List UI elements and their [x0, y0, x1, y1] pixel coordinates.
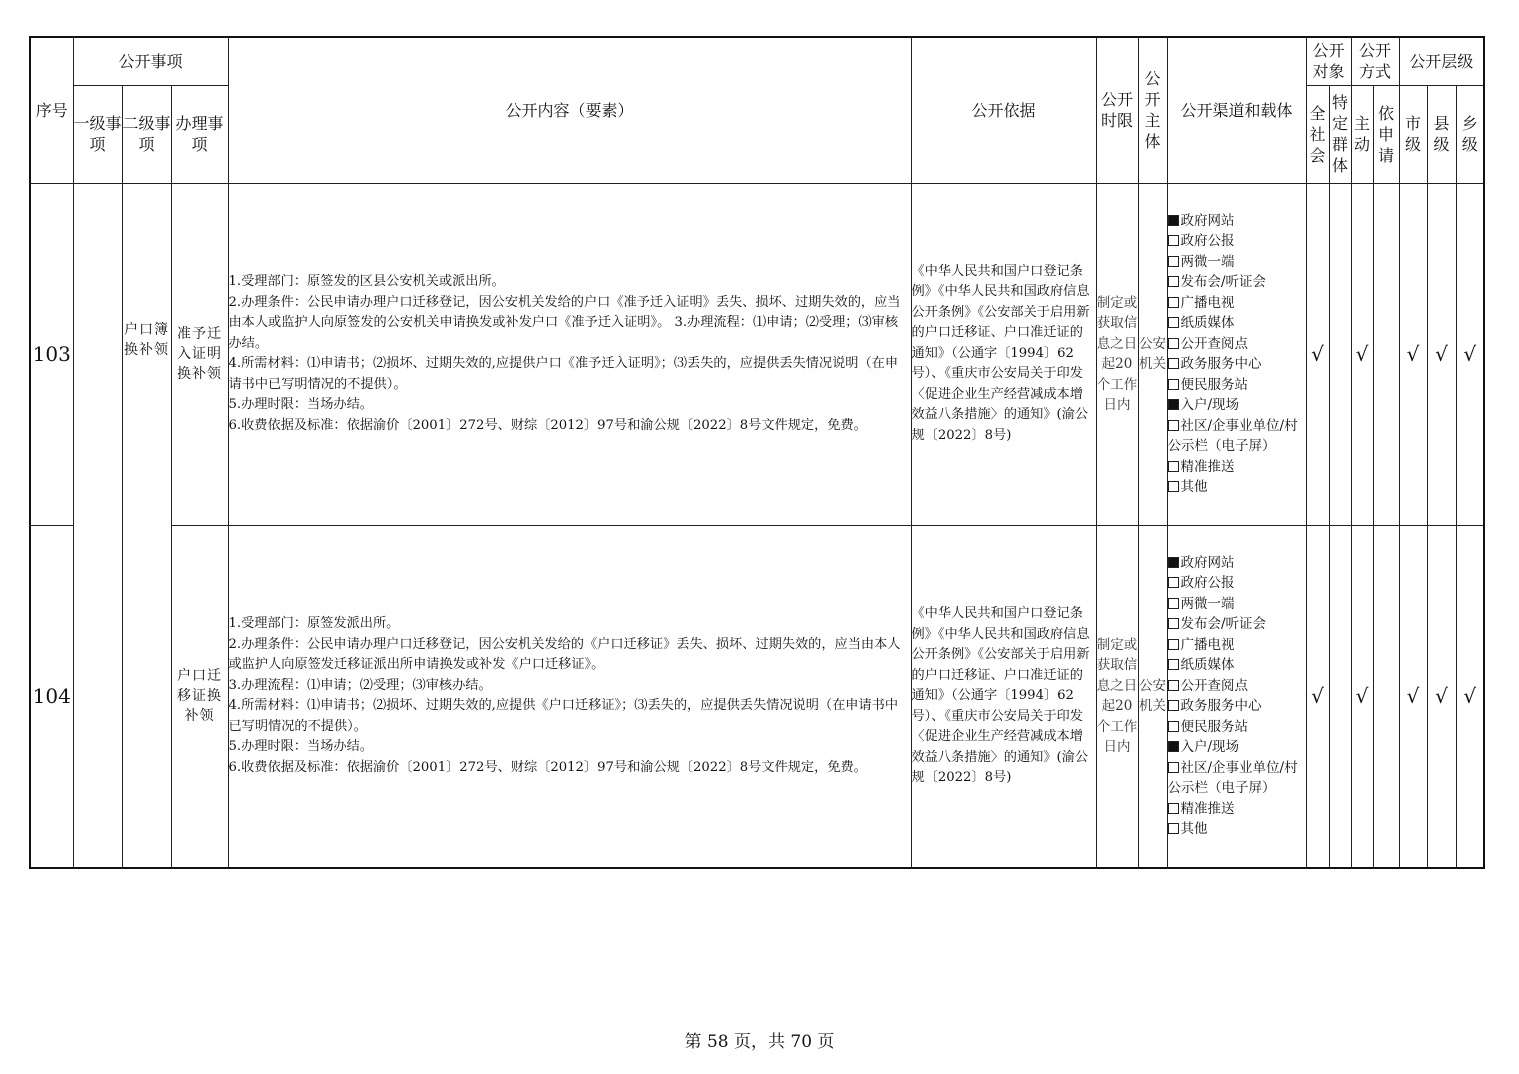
channel-item	[1168, 272, 1306, 293]
unchecked-box-icon	[1168, 317, 1179, 328]
unchecked-box-icon	[1168, 481, 1179, 492]
row-handle: 准予迁入证明换补领	[171, 183, 228, 525]
header-level-city: 市级	[1399, 85, 1427, 183]
channel-item	[1168, 416, 1306, 457]
unchecked-box-icon	[1168, 762, 1179, 773]
channel-label: 政府公报	[1180, 233, 1235, 249]
channel-item	[1168, 655, 1306, 676]
header-subject: 公开主体	[1138, 37, 1167, 183]
channel-label: 广播电视	[1180, 636, 1235, 653]
table-row	[30, 525, 1484, 868]
channel-label: 政府公报	[1180, 575, 1235, 592]
channel-item	[1168, 758, 1306, 799]
unchecked-box-icon	[1168, 256, 1179, 267]
mark-level-township: √	[1456, 525, 1484, 868]
channel-label: 精准推送	[1180, 800, 1235, 817]
channel-label: 公开查阅点	[1180, 335, 1248, 352]
channel-label: 社区/企事业单位/村公示栏（电子屏）	[1167, 759, 1298, 797]
header-seq: 序号	[30, 37, 73, 183]
unchecked-box-icon	[1168, 598, 1179, 609]
header-content: 公开内容（要素）	[228, 37, 911, 183]
content-line: 1.受理部门：原签发派出所。	[228, 616, 400, 632]
channel-label: 发布会/听证会	[1180, 274, 1267, 290]
page-footer: 第 58 页，共 70 页	[684, 1032, 835, 1052]
channel-label: 其他	[1180, 479, 1208, 495]
row-level1	[73, 183, 122, 868]
channel-item	[1168, 819, 1306, 840]
channel-label: 政务服务中心	[1180, 356, 1262, 372]
content-line: 4.所需材料：⑴申请书；⑵损坏、过期失效的,应提供《户口迁移证》；⑶丢失的，应提供丢失情况说明（在申请书中已写明情况的不提供）。	[228, 698, 899, 734]
channel-label: 广播电视	[1180, 294, 1235, 311]
channel-item	[1168, 395, 1306, 416]
header-level-township: 乡级	[1456, 85, 1484, 183]
checked-box-icon	[1168, 399, 1179, 410]
content-line: 4.所需材料：⑴申请书；⑵损坏、过期失效的,应提供户口《准予迁入证明》；⑶丢失的，应提供丢失情况说明（在申请书中已写明情况的不提供）。	[228, 356, 899, 392]
channel-label: 便民服务站	[1180, 718, 1248, 735]
header-method-active: 主动	[1351, 85, 1373, 183]
header-items-group: 公开事项	[73, 37, 228, 85]
channel-item	[1168, 737, 1306, 758]
channel-item	[1168, 354, 1306, 375]
channel-label: 社区/企事业单位/村公示栏（电子屏）	[1167, 417, 1298, 454]
unchecked-box-icon	[1168, 358, 1179, 369]
content-line: 1.受理部门：原签发的区县公安机关或派出所。	[228, 274, 505, 289]
mark-level-city: √	[1399, 183, 1427, 525]
checked-box-icon	[1168, 215, 1179, 226]
row-subject: 公安机关	[1138, 525, 1167, 868]
mark-method-request	[1373, 525, 1399, 868]
header-level: 公开层级	[1399, 37, 1484, 85]
header-target-specific: 特定群体	[1329, 85, 1351, 183]
header-level2: 二级事项	[122, 85, 171, 183]
channel-item	[1168, 717, 1306, 738]
channel-item	[1168, 211, 1306, 232]
channel-label: 公开查阅点	[1180, 677, 1248, 694]
channel-item	[1168, 614, 1306, 635]
mark-target-all: √	[1306, 525, 1329, 868]
mark-level-county: √	[1427, 183, 1456, 525]
unchecked-box-icon	[1168, 721, 1179, 732]
channel-list	[1168, 211, 1306, 498]
row-handle: 户口迁移证换补领	[171, 525, 228, 868]
row-basis: 《中华人民共和国户口登记条例》《中华人民共和国政府信息公开条例》《公安部关于启用新的户口迁移证、户口准迁证的通知》（公通字〔1994〕62号）、《重庆市公安局关于印发〈促进企业生产经营减成本增效益八条措施〉的通知》(渝公规〔2022〕8号)	[911, 525, 1096, 868]
channel-label: 精准推送	[1180, 458, 1235, 475]
channel-item	[1168, 457, 1306, 478]
header-method: 公开方式	[1351, 37, 1399, 85]
channel-label: 政府网站	[1180, 554, 1235, 571]
row-content	[228, 525, 911, 868]
mark-target-all: √	[1306, 183, 1329, 525]
unchecked-box-icon	[1168, 700, 1179, 711]
channel-item	[1168, 293, 1306, 314]
channel-label: 纸质媒体	[1180, 657, 1235, 674]
unchecked-box-icon	[1168, 276, 1179, 287]
header-level1: 一级事项	[73, 85, 122, 183]
header-target: 公开对象	[1306, 37, 1351, 85]
channel-item	[1168, 573, 1306, 594]
channel-item	[1168, 313, 1306, 334]
channel-label: 便民服务站	[1180, 376, 1248, 393]
unchecked-box-icon	[1168, 420, 1179, 431]
row-basis: 《中华人民共和国户口登记条例》《中华人民共和国政府信息公开条例》《公安部关于启用新的户口迁移证、户口准迁证的通知》（公通字〔1994〕62号）、《重庆市公安局关于印发〈促进企业生产经营减成本增效益八条措施〉的通知》(渝公规〔2022〕8号)	[911, 183, 1096, 525]
row-channels	[1167, 183, 1306, 525]
content-line: 6.收费依据及标准：依据渝价〔2001〕272号、财综〔2012〕97号和渝公规〔2022〕8号文件规定，免费。	[228, 759, 867, 775]
channel-item	[1168, 477, 1306, 498]
channel-item	[1168, 696, 1306, 717]
unchecked-box-icon	[1168, 680, 1179, 691]
content-line: 5.办理时限：当场办结。	[228, 739, 373, 755]
header-level-county: 县级	[1427, 85, 1456, 183]
channel-label: 两微一端	[1180, 253, 1235, 270]
header-handle: 办理事项	[171, 85, 228, 183]
mark-method-request	[1373, 183, 1399, 525]
channel-label: 其他	[1180, 821, 1208, 838]
unchecked-box-icon	[1168, 639, 1179, 650]
header-time-limit: 公开时限	[1096, 37, 1138, 183]
row-channels	[1167, 525, 1306, 868]
channel-label: 纸质媒体	[1180, 315, 1235, 331]
channel-label: 政务服务中心	[1180, 698, 1262, 715]
disclosure-table	[29, 36, 1485, 869]
unchecked-box-icon	[1168, 461, 1179, 472]
header-basis: 公开依据	[911, 37, 1096, 183]
mark-method-active: √	[1351, 525, 1373, 868]
unchecked-box-icon	[1168, 577, 1179, 588]
checked-box-icon	[1168, 741, 1179, 752]
table-row	[30, 183, 1484, 525]
row-seq: 103	[30, 183, 73, 525]
content-line: 2.办理条件：公民申请办理户口迁移登记，因公安机关发给的《户口迁移证》丢失、损坏、过期失效的，应当由本人或监护人向原签发迁移证派出所申请换发或补发《户口迁移证》。	[228, 636, 901, 673]
channel-item	[1168, 334, 1306, 355]
channel-item	[1168, 635, 1306, 656]
channel-item	[1168, 553, 1306, 574]
content-line: 3.办理流程：⑴申请；⑵受理；⑶审核办结。	[228, 677, 492, 693]
row-content	[228, 183, 911, 525]
unchecked-box-icon	[1168, 823, 1179, 834]
unchecked-box-icon	[1168, 803, 1179, 814]
mark-level-county: √	[1427, 525, 1456, 868]
header-method-request: 依申请	[1373, 85, 1399, 183]
channel-item	[1168, 594, 1306, 615]
header-target-all: 全社会	[1306, 85, 1329, 183]
unchecked-box-icon	[1168, 659, 1179, 670]
channel-item	[1168, 799, 1306, 820]
channel-item	[1168, 231, 1306, 252]
checked-box-icon	[1168, 557, 1179, 568]
mark-method-active: √	[1351, 183, 1373, 525]
row-time-limit: 制定或获取信息之日起20个工作日内	[1096, 183, 1138, 525]
channel-item	[1168, 375, 1306, 396]
channel-item	[1168, 676, 1306, 697]
mark-level-township: √	[1456, 183, 1484, 525]
header-channels: 公开渠道和载体	[1167, 37, 1306, 183]
channel-label: 发布会/听证会	[1180, 616, 1267, 633]
mark-level-city: √	[1399, 525, 1427, 868]
channel-label: 入户/现场	[1180, 397, 1240, 413]
channel-label: 入户/现场	[1180, 739, 1240, 756]
row-subject: 公安机关	[1138, 183, 1167, 525]
row-level2-text: 户口簿换补领	[124, 321, 169, 358]
mark-target-specific	[1329, 525, 1351, 868]
row-level2	[122, 183, 171, 868]
channel-item	[1168, 252, 1306, 273]
channel-list	[1168, 553, 1306, 840]
unchecked-box-icon	[1168, 297, 1179, 308]
unchecked-box-icon	[1168, 618, 1179, 629]
unchecked-box-icon	[1168, 338, 1179, 349]
mark-target-specific	[1329, 183, 1351, 525]
unchecked-box-icon	[1168, 379, 1179, 390]
content-line: 6.收费依据及标准：依据渝价〔2001〕272号、财综〔2012〕97号和渝公规〔2022〕8号文件规定，免费。	[228, 417, 867, 433]
channel-label: 政府网站	[1180, 212, 1235, 229]
row-time-limit: 制定或获取信息之日起20个工作日内	[1096, 525, 1138, 868]
content-line: 5.办理时限：当场办结。	[228, 397, 373, 412]
content-line: 2.办理条件：公民申请办理户口迁移登记，因公安机关发给的户口《准予迁入证明》丢失、损坏、过期失效的，应当由本人或监护人向原签发的公安机关申请换发或补发户口《准予迁入证明》。 3.办理流程：⑴申请；⑵受理；⑶审核办结。	[228, 294, 901, 351]
channel-label: 两微一端	[1180, 595, 1235, 612]
row-seq: 104	[30, 525, 73, 868]
unchecked-box-icon	[1168, 235, 1179, 246]
